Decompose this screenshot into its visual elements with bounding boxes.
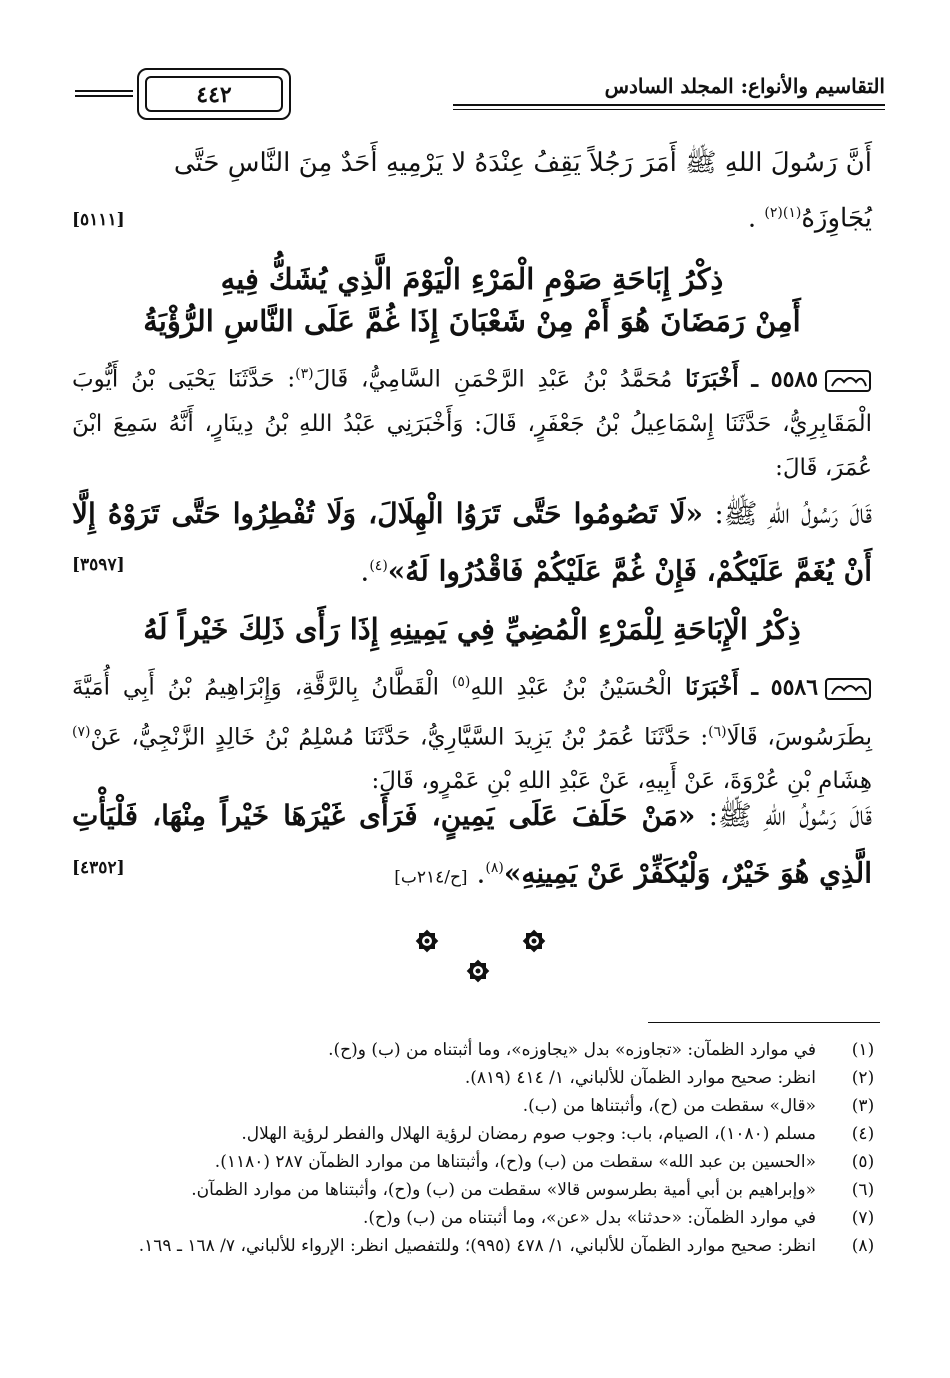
hadith-marker-icon <box>824 676 872 702</box>
footnote <box>72 1232 880 1260</box>
footnote <box>72 1148 880 1176</box>
hadith-5586-isnad <box>72 660 872 803</box>
period: . <box>360 554 370 588</box>
matn-intro: قَالَ رَسُولُ اللهِ ﷺ: <box>714 497 872 530</box>
matn-text: «مَنْ حَلَفَ عَلَى يَمِينٍ، فَرَأَى غَيْرَهَا خَيْراً مِنْهَا، فَلْيَأْتِ الَّذِي هُوَ خَيْرٌ، وَلْيُكَفِّرْ عَنْ يَمِينِهِ» <box>72 799 872 890</box>
hadith-number: ٥٥٨٦ <box>770 674 819 701</box>
footnote-text: مسلم (١٠٨٠)، الصيام، باب: وجوب صوم رمضان لرؤية الهلال والفطر لرؤية الهلال. <box>241 1124 816 1144</box>
chapter-heading <box>72 258 872 342</box>
chapter-heading-line: أَمِنْ رَمَضَانَ هُوَ أَمْ مِنْ شَعْبَانَ إِذَا غُمَّ عَلَى النَّاسِ الرُّؤْيَةُ <box>143 304 801 338</box>
footnote-text: في موارد الظمآن: «تجاوزه» بدل «يجاوزه»، وما أثبتناه من (ب) و(ح). <box>328 1040 816 1060</box>
footnote-number: (٤) <box>851 1124 875 1144</box>
isnad-text: هِشَامِ بْنِ عُرْوَةَ، عَنْ أَبِيهِ، عَنْ عَبْدِ اللهِ بْنِ عَمْرٍو، قَالَ: <box>371 768 872 795</box>
footnote <box>72 1064 880 1092</box>
matn-text: «لَا تَصُومُوا حَتَّى تَرَوُا الْهِلَالَ، وَلَا تُفْطِرُوا حَتَّى تَرَوْهُ إِلَّا أَنْ يُغَمَّ عَلَيْكُمْ، فَإِنْ غُمَّ عَلَيْكُمْ فَاقْدُرُوا لَهُ» <box>72 497 872 588</box>
isnad-text: : حَدَّثَنَا يَحْيَى بْنُ أَيُّوبَ الْمَقَابِرِيُّ، حَدَّثَنَا إِسْمَاعِيلُ بْنُ جَعْفَرٍ، قَالَ: وَأَخْبَرَنِي عَبْدُ اللهِ بْنُ دِينَارٍ، أَنَّهُ سَمِعَ ابْنَ عُمَرَ، قَالَ: <box>72 366 872 481</box>
hadith-text: يُجَاوِزَهُ <box>801 203 872 234</box>
isnad-text: مُحَمَّدُ بْنُ عَبْدِ الرَّحْمَنِ السَّامِيُّ، قَالَ <box>313 366 673 393</box>
hadith-reference: [٣٥٩٧] <box>72 555 125 575</box>
footnote-marker: (٤) <box>369 558 388 574</box>
chapter-heading-line: ذِكْرُ الْإِبَاحَةِ لِلْمَرْءِ الْمُضِيِّ فِي يَمِينِهِ إِذَا رَأَى ذَلِكَ خَيْراً لَهُ <box>143 612 801 646</box>
hadith-5111-tail <box>72 138 872 244</box>
manuscript-reference: [ح/٢١٤ب] <box>394 867 468 888</box>
footnote-text: «قال» سقطت من (ح)، وأثبتناها من (ب). <box>522 1096 816 1116</box>
header-rule-left <box>75 90 133 97</box>
footnote-marker: (٨) <box>485 860 504 876</box>
footnote-number: (٧) <box>851 1208 875 1228</box>
footnote-number: (٥) <box>851 1152 875 1172</box>
page-number-frame <box>137 68 291 120</box>
footnotes <box>72 1036 880 1260</box>
footnote-number: (٣) <box>851 1096 875 1116</box>
footnote-number: (٦) <box>851 1180 875 1200</box>
matn-intro: قَالَ رَسُولُ اللهِ ﷺ: <box>708 799 872 832</box>
footnote-number: (٢) <box>851 1068 875 1088</box>
footnote-text: «الحسين بن عبد الله» سقطت من (ب) و(ح)، وأثبتناها من موارد الظمآن ٢٨٧ (١١٨٠). <box>214 1152 816 1172</box>
dash: ـ <box>751 674 758 701</box>
hadith-marker-icon <box>824 368 872 394</box>
footnote-marker: (١)(٢) <box>764 205 802 221</box>
chapter-heading-line: ذِكْرُ إِبَاحَةِ صَوْمِ الْمَرْءِ الْيَوْمَ الَّذِي يُشَكُّ فِيهِ <box>220 262 724 296</box>
footnote-text: في موارد الظمآن: «حدثنا» بدل «عن»، وما أثبتناه من (ب) و(ح). <box>362 1208 816 1228</box>
footnote-text: انظر: صحيح موارد الظمآن للألباني، ١/ ٤١٤ (٨١٩). <box>464 1068 816 1088</box>
footnote-number: (١) <box>851 1040 875 1060</box>
hadith-5585-matn <box>72 488 872 597</box>
footnote-marker: (٣) <box>295 366 314 382</box>
footnote-separator <box>648 1022 880 1023</box>
hadith-5585-isnad <box>72 352 872 490</box>
footnote <box>72 1120 880 1148</box>
hadith-5586-matn <box>72 790 872 903</box>
footnote-marker: (٧) <box>72 723 91 740</box>
isnad-text: : حَدَّثَنَا عُمَرُ بْنُ يَزِيدَ السَّيَّارِيُّ، حَدَّثَنَا مُسْلِمُ بْنُ خَالِدٍ الزَّنْجِيُّ، عَنْ <box>90 724 709 751</box>
hadith-text-line: أَنَّ رَسُولَ اللهِ ﷺ أَمَرَ رَجُلاً يَقِفُ عِنْدَهُ لا يَرْمِيهِ أَحَدٌ مِنَ النَّاسِ حَتَّى <box>173 148 872 178</box>
footnote-text: «وإبراهيم بن أبي أمية بطرسوس قالا» سقطت من (ب) و(ح)، وأثبتناها من موارد الظمآن. <box>191 1180 816 1200</box>
ornament-icon <box>412 926 442 956</box>
period: . <box>476 856 486 890</box>
hadith-reference: [٤٣٥٢] <box>72 858 125 878</box>
period: . <box>747 203 757 234</box>
footnote <box>72 1036 880 1064</box>
ornament-icon <box>519 926 549 956</box>
header-rule <box>453 104 885 110</box>
isnad-text: الْقَطَّانُ بِالرَّقَّةِ، وَإِبْرَاهِيمُ بْنُ أَبِي أُمَيَّةَ بِطَرَسُوسَ، قَالَا <box>72 674 873 751</box>
narration-verb: أَخْبَرَنَا <box>684 673 739 701</box>
footnote-number: (٨) <box>851 1236 875 1256</box>
section-ornaments <box>0 918 950 998</box>
footnote-marker: (٦) <box>708 723 727 740</box>
chapter-heading <box>72 608 872 650</box>
hadith-number: ٥٥٨٥ <box>770 366 819 393</box>
running-title: التقاسيم والأنواع: المجلد السادس <box>604 74 885 98</box>
hadith-text-line <box>72 188 872 244</box>
ornament-icon <box>463 956 493 986</box>
hadith-reference: [٥١١١] <box>72 210 125 230</box>
footnote <box>72 1204 880 1232</box>
footnote-marker: (٥) <box>451 674 471 690</box>
dash: ـ <box>751 366 758 393</box>
isnad-text: الْحُسَيْنُ بْنُ عَبْدِ اللهِ <box>470 674 673 701</box>
footnote-text: انظر: صحيح موارد الظمآن للألباني، ١/ ٤٧٨ (٩٩٥)؛ وللتفصيل انظر: الإرواء للألباني، ٧/ ١٦٨ ـ ١٦٩. <box>138 1236 816 1256</box>
footnote <box>72 1092 880 1120</box>
footnote <box>72 1176 880 1204</box>
page-header <box>55 68 885 130</box>
page-number: ٤٤٢ <box>145 76 283 112</box>
narration-verb: أَخْبَرَنَا <box>685 365 739 393</box>
